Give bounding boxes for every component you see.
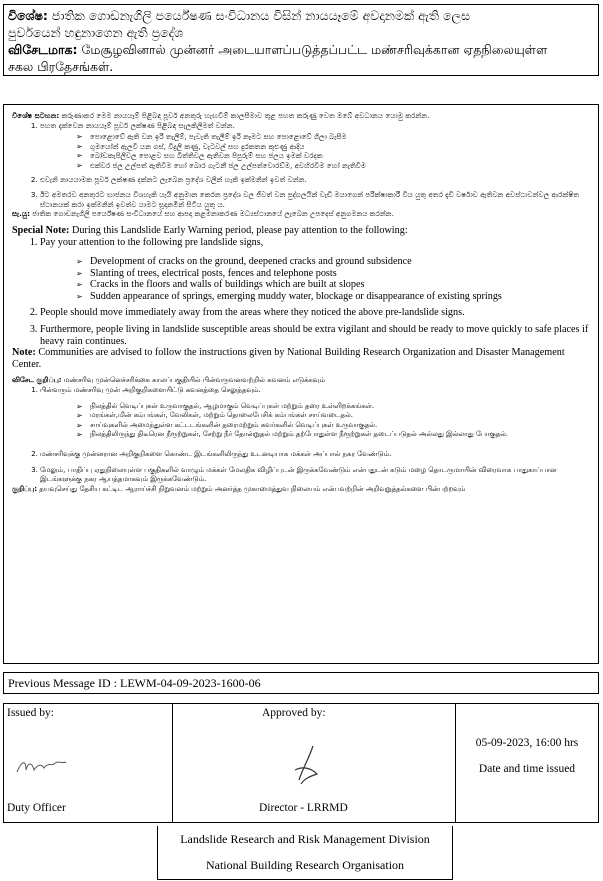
sinhala-note-text: ජාතික ගොඩනැගිලි පර්යේෂණ සංවිධානයේ සහ ආපදා කළමනාකරණ මධ්‍යස්ථානයේ ලැබෙන උපදෙස් අනුගමනය කරන්න. xyxy=(32,209,394,219)
tamil-header-line-2 xyxy=(8,58,594,75)
approved-by-role: Director - LRRMD xyxy=(259,802,348,814)
division-name: Landslide Research and Risk Management Division xyxy=(180,832,430,846)
approved-by-signature xyxy=(289,744,329,788)
tamil-item-1 xyxy=(40,386,590,440)
english-bullet: ➢ Cracks in the floors and walls of buildings which are built at slopes xyxy=(76,279,590,291)
tamil-bullet: ➢ நிலத்திலிருந்து திடீரென நீரூற்றுகள், சேற்று நீர் தோன்றுதல் மற்றும் தற்போதுள்ள நீரூற்றுகள் தடைப்படுதல் அல்லது இல்லாது போகுதல். xyxy=(76,430,590,440)
english-bullet: ➢ Sudden appearance of springs, emerging muddy water, blockage or disappearance of existing springs xyxy=(76,291,590,303)
issued-by-label: Issued by: xyxy=(7,707,54,719)
tamil-item-1-text: பின்வரும் மண்சரிவு முன் அறிகுறிகளையிட்டு கவனத்தை செலுத்தவும். xyxy=(40,386,261,395)
sinhala-notes-intro: කරුණාකර මෙම නායයෑම් පිළිබඳ පූර්ව අනතුරු හැඟවීම් කාලසීමාව තුළ පහත කරුණු වෙත ඔබේ අවධානය යොමු කරන්න. xyxy=(61,111,430,120)
tamil-bullet: ➢ நிலத்தில் வெடிப்புகள் உருவாகுதல், ஆழமாகும் வெடிப்புகள் மற்றும் தரை உள்ளிறக்கங்கள். xyxy=(76,402,590,412)
english-notes xyxy=(12,225,590,371)
tamil-note-label: குறிப்பு: xyxy=(12,484,38,493)
english-item-2: 2. People should move immediately away from the areas where they noticed the above pre-landslide signs. xyxy=(40,307,590,319)
issued-by-cell xyxy=(4,704,173,823)
tamil-item-2: 2. மண்சரிவுக்கு முன்னரான அறிகுறிகளை கொண்ட இடங்களிலிருந்து உடனடியாக மக்கள் அப்பால் நகர வேண்டும். xyxy=(40,450,590,460)
tamil-header-text: மேசூழவினால் முன்னர் அடையாளப்படுத்தப்பட்ட மண்சரிவுக்கான ஏதநிலையுள்ள xyxy=(81,42,548,57)
sinhala-item-1 xyxy=(40,121,590,171)
sinhala-header-text: ජාතික ගොඩනැගිලි පර්යේෂණ සංවිධානය විසින් නායයෑමේ අවදානමක් ඇති ලෙස xyxy=(51,8,471,23)
sinhala-item-1-text: පහත දැක්වෙන නායයෑම් පූර්ව ලක්ෂණ පිළිබඳ සැලකිලිමත් වන්න. xyxy=(40,120,235,130)
english-notes-label: Special Note: xyxy=(12,224,70,236)
approved-by-cell xyxy=(173,704,456,823)
datetime-cell xyxy=(456,704,599,823)
sinhala-item-2: 2. එවැනි නායයාමක පූර්ව ලක්ෂණ දක්නට ලැබෙන ප්‍රදේශ වලින් හැකි ඉක්මනින් ඉවත් වන්න. xyxy=(40,175,590,185)
sinhala-item-3: 3. ඊට අමතරව අනතුරට භාජනය විශහැකි යැයි අනුමාන කෙරන ප්‍රදේශ වල ජීවත් වන පුද්ගලයින් වැඩි මයාගෙන් පරික්ෂාකාරී විය යුතු අතර දැඩි වර්ෂාව ඇතිවන අවස්ථාවන්වල ආරක්ෂිත ස්ථානයක් කරා ඉක්මනින් ඉවත්ව යාමට සූදානමින් සිටිය යුතු ය. xyxy=(40,190,590,209)
tamil-bullet: ➢ மரங்கள்,மின் கம்பங்கள், வேலிகள், மற்றும் தொலைபேசிக் கம்பங்கள் சாய்வடைதல். xyxy=(76,411,590,421)
datetime-label: Date and time issued xyxy=(478,763,576,775)
sinhala-bullet: ➢ පොළොවේ ඇති වන ඉරි තැලීම්, පැවැති තැලීම් ඉරි නෑමට සහ පොළොවේ ගිලා බැසීම xyxy=(76,132,590,142)
previous-message-id: Previous Message ID : LEWM-04-09-2023-1600-06 xyxy=(8,676,261,690)
sinhala-bullet: ➢ බෝඩකැපිලිවල පොළව සහ බිත්තිවල ඇතිවන පිපුරුම් සහ ජලය ඉමක් වරදක xyxy=(76,151,590,161)
issued-by-signature xyxy=(14,752,74,782)
issued-datetime: 05-09-2023, 16:00 hrs xyxy=(475,737,579,749)
english-item-1 xyxy=(40,237,590,303)
footer xyxy=(157,826,453,880)
header-box xyxy=(3,4,599,76)
english-item-3: 3. Furthermore, people living in landslide susceptible areas should be extra vigilant and should be ready to move quickly to safe places if heavy rain continues. xyxy=(40,324,590,347)
english-notes-intro: During this Landslide Early Warning period, please pay attention to the following: xyxy=(71,224,408,236)
english-item-1-text: Pay your attention to the following pre landslide signs, xyxy=(40,236,264,248)
tamil-notes-intro: மண்சரிவு முன்னெச்சரிக்கை காலப்பகுதியில் பின்வருவனவற்றில் கவனம் எடுக்கவும் xyxy=(63,376,325,385)
sinhala-notes-label: විශේෂ සටහන: xyxy=(12,111,60,120)
tamil-item-3: 3. மேலும், பாதிப்பு ஏதுநிலையுள்ள பகுதிகளில் வாழும் மக்கள் மேலதிக விழிப்புடன் இருக்கவேண்டும் என்பதுடன் கடும் மழை தொடருமாயின் விரைவாக பாதுகாப்பான இடங்களுக்கு நகர ஆயத்தமாகவும் இருக்கவேண்டும். xyxy=(40,466,590,485)
sinhala-note-label: සැ.යු: xyxy=(12,209,30,219)
sinhala-header-text-2: පුර්වයෙන් හඳුනාගෙන ඇති ප්‍රදේශ xyxy=(8,25,184,40)
sinhala-notes xyxy=(12,111,590,219)
english-bullet: ➢ Development of cracks on the ground, deepened cracks and ground subsidence xyxy=(76,256,590,268)
tamil-note-text: தயவுசெய்து தேசிய கட்டிட ஆராய்ச்சி நிறுவனம் மற்றும் அனர்த்த முகாமைத்துவ நிலையம் என்பவற்றின் அறிவுறுத்தல்களை பின்பற்றவும் xyxy=(39,484,466,493)
previous-message-box xyxy=(3,672,599,694)
tamil-header-label: விசேடமாக: xyxy=(8,42,78,57)
sinhala-header-line xyxy=(8,7,594,24)
sinhala-bullet: ➢ ගුමයෝන් ඇලවී යන ගස්, විදුලි කණු, වැටවල් සහ දුරකතන කුළුණු ආදිය xyxy=(76,142,590,152)
english-bullet: ➢ Slanting of trees, electrical posts, fences and telephone posts xyxy=(76,268,590,280)
tamil-header-line xyxy=(8,41,594,58)
english-note-text: Communities are advised to follow the instructions given by National Building Research Organization and Disaster Management Center. xyxy=(12,347,565,370)
notes-box xyxy=(3,104,599,664)
approved-by-label: Approved by: xyxy=(262,707,326,719)
tamil-notes xyxy=(12,376,590,494)
tamil-header-text-2: சகல பிரதேசங்கள். xyxy=(8,59,114,74)
tamil-bullet: ➢ சாய்வுகளில் அமைந்துள்ள கட்டடங்களின் தரைமற்றும் சுவர்களில் வெடிப்புகள் உருவாகுதல். xyxy=(76,421,590,431)
organisation-name: National Building Research Organisation xyxy=(205,858,405,872)
sinhala-bullet: ➢ එක්වර ජල උල්පත් ඇතිවීම හෝ බොර ගැටනී ජල උල්පත්වොරඩ්ම, අවහිරවීම හෝ නැතිවීම xyxy=(76,161,590,171)
issued-by-role: Duty Officer xyxy=(7,802,66,814)
english-note-label: Note: xyxy=(12,347,36,359)
signature-table xyxy=(3,703,599,823)
sinhala-header-line-2 xyxy=(8,24,594,41)
sinhala-header-label: විශේෂ: xyxy=(8,8,48,23)
tamil-notes-label: விசேட குறிப்பு: xyxy=(12,376,62,385)
